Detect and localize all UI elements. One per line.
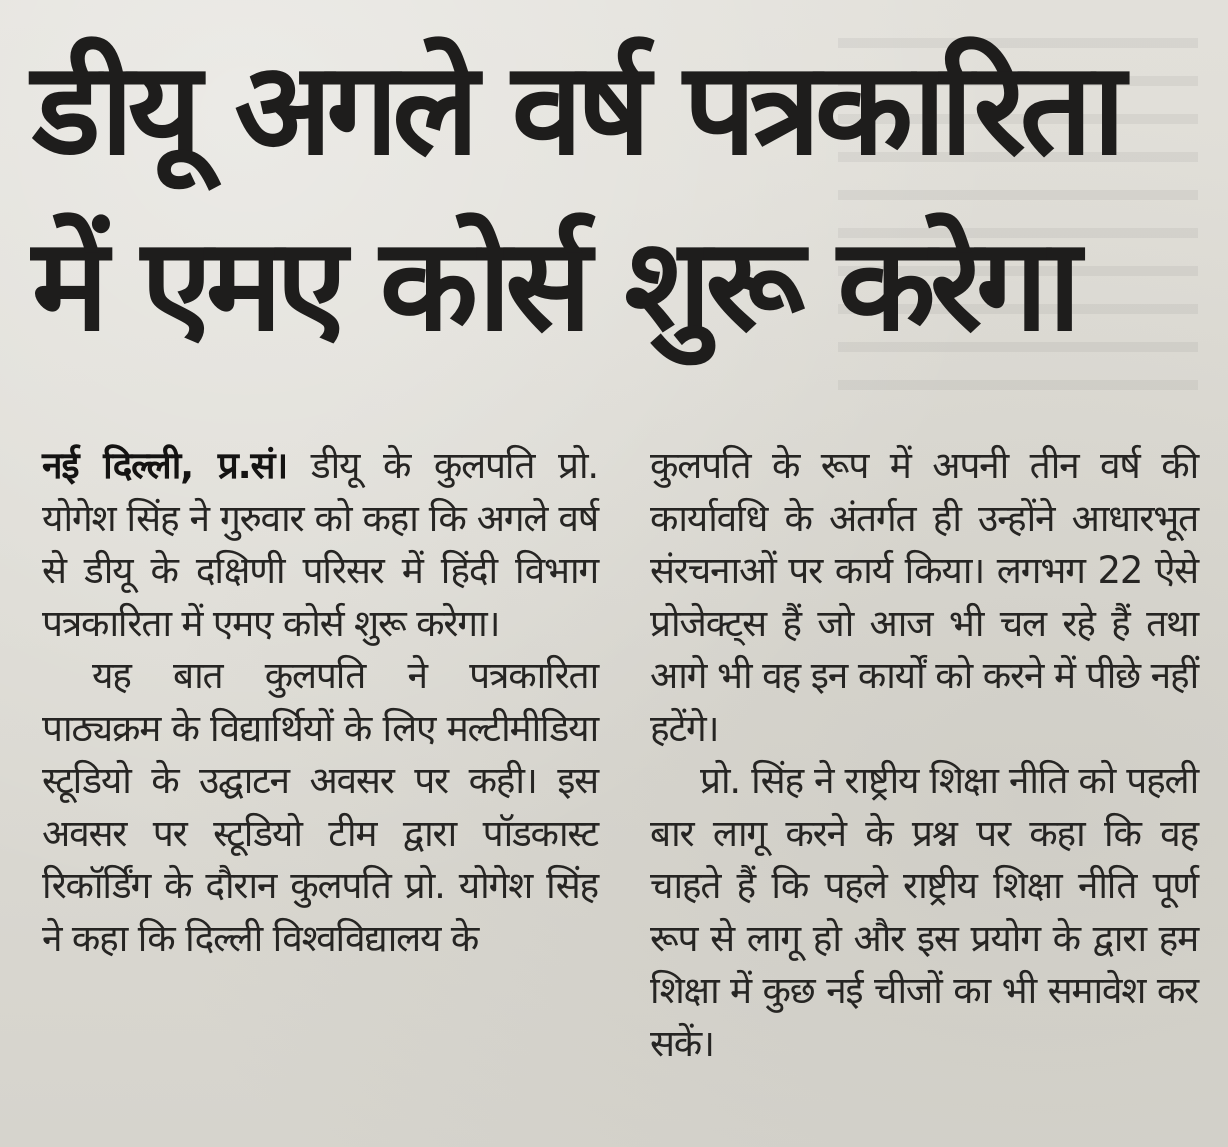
dateline: नई दिल्ली, प्र.सं। bbox=[42, 444, 288, 487]
headline bbox=[32, 22, 1202, 374]
headline-line-2: में एमए कोर्स शुरू करेगा bbox=[32, 211, 1076, 360]
paragraph-2: यह बात कुलपति ने पत्रकारिता पाठ्यक्रम के विद्यार्थियों के लिए मल्टीमीडिया स्टूडियो के उद्घाटन अवसर पर कही। इस अवसर पर स्टूडियो टीम द्वारा पॉडकास्ट रिकॉर्डिंग के दौरान कुलपति प्रो. योगेश सिंह ने कहा कि दिल्ली विश्वविद्यालय के bbox=[42, 654, 598, 960]
article-column-left bbox=[42, 440, 598, 965]
article-column-right bbox=[650, 440, 1198, 1070]
headline-line-1: डीयू अगले वर्ष पत्रकारिता bbox=[32, 35, 1120, 184]
paragraph-1 bbox=[42, 440, 598, 650]
column-divider bbox=[618, 440, 619, 1130]
paragraph-3: कुलपति के रूप में अपनी तीन वर्ष की कार्यावधि के अंतर्गत ही उन्होंने आधारभूत संरचनाओं पर कार्य किया। लगभग 22 ऐसे प्रोजेक्ट्स हैं जो आज भी चल रहे हैं तथा आगे भी वह इन कार्यों को करने में पीछे नहीं हटेंगे। bbox=[650, 444, 1198, 750]
paragraph-1-text: डीयू के कुलपति प्रो. योगेश सिंह ने गुरुवार को कहा कि अगले वर्ष से डीयू के दक्षिणी परिसर में हिंदी विभाग पत्रकारिता में एमए कोर्स शुरू करेगा। bbox=[42, 444, 598, 645]
paragraph-4: प्रो. सिंह ने राष्ट्रीय शिक्षा नीति को पहली बार लागू करने के प्रश्न पर कहा कि वह चाहते हैं कि पहले राष्ट्रीय शिक्षा नीति पूर्ण रूप से लागू हो और इस प्रयोग के द्वारा हम शिक्षा में कुछ नई चीजों का भी समावेश कर सकें। bbox=[650, 759, 1198, 1065]
